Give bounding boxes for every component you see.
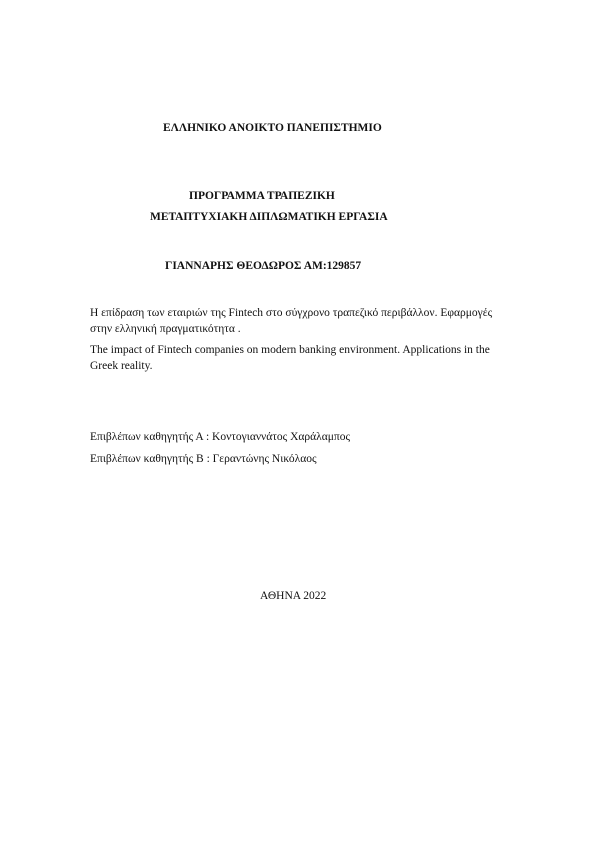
program-name: ΠΡΟΓΡΑΜΜΑ ΤΡΑΠΕΖΙΚΗ xyxy=(189,190,335,202)
thesis-type: ΜΕΤΑΠΤΥΧΙΑΚΗ ΔΙΠΛΩΜΑΤΙΚΗ ΕΡΓΑΣΙΑ xyxy=(150,211,388,223)
supervisor-a: Επιβλέπων καθηγητής Α : Κοντογιαννάτος Χαράλαμπος xyxy=(90,431,351,443)
university-name: ΕΛΛΗΝΙΚΟ ΑΝΟΙΚΤΟ ΠΑΝΕΠΙΣΤΗΜΙΟ xyxy=(163,122,382,134)
place-year: ΑΘΗΝΑ 2022 xyxy=(260,590,327,602)
thesis-title-greek: Η επίδραση των εταιριών της Fintech στο σύγχρονο τραπεζικό περιβάλλον. Εφαρμογές στην ελληνική πραγματικότητα . xyxy=(90,307,493,335)
supervisor-b: Επιβλέπων καθηγητής Β : Γεραντώνης Νικόλαος xyxy=(90,453,317,465)
thesis-title-english: The impact of Fintech companies on modern banking environment. Applications in the Greek reality. xyxy=(90,344,490,372)
author-line: ΓΙΑΝΝΑΡΗΣ ΘΕΟΔΩΡΟΣ ΑΜ:129857 xyxy=(165,260,362,272)
